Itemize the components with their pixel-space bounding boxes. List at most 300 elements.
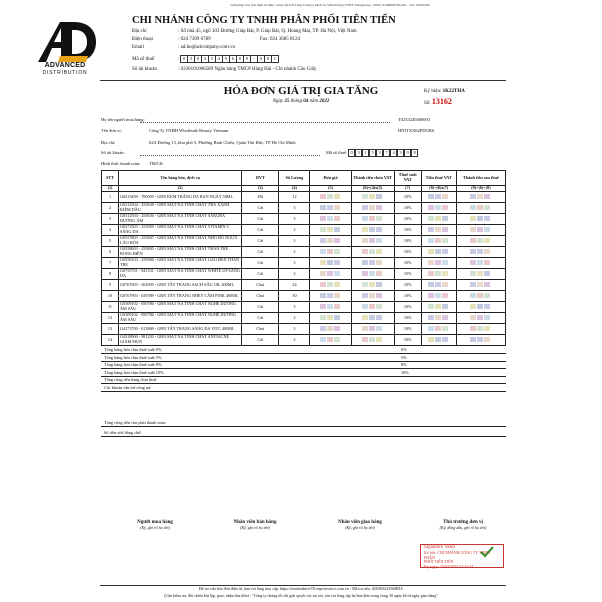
redaction-block — [327, 249, 333, 254]
stamp-signer-2: PHỐI TIÊN TIẾN — [424, 559, 454, 565]
redacted-value — [421, 302, 456, 313]
table-row — [102, 280, 506, 291]
redaction-block — [362, 205, 368, 210]
redaction-block — [376, 227, 382, 232]
vat-rate: 10% — [394, 335, 421, 346]
column-header: Thành tiền sau thuế — [456, 171, 505, 186]
redaction-block — [334, 216, 340, 221]
vat-rate: 10% — [394, 313, 421, 324]
buyer-account-label: Số tài khoản: — [101, 150, 125, 155]
redaction-block — [442, 337, 448, 342]
quantity: 3 — [279, 247, 310, 258]
redacted-value — [421, 280, 456, 291]
buyer-payment-row — [101, 161, 163, 166]
redaction-block — [362, 304, 368, 309]
redaction-block — [442, 326, 448, 331]
redaction-block — [334, 315, 340, 320]
table-row — [102, 302, 506, 313]
column-header: Tiền thuế VAT — [421, 171, 456, 186]
redaction-block — [442, 282, 448, 287]
redaction-block — [362, 238, 368, 243]
redaction-block — [470, 337, 476, 342]
tax-digit: 4 — [215, 55, 223, 63]
row-index: 8 — [102, 269, 119, 280]
stamp-date: Ký ngày: 25/04/2022 13:23:44 — [424, 564, 474, 570]
redaction-block — [369, 216, 375, 221]
buyer-unit-label: Tên đơn vị: — [101, 128, 122, 133]
redacted-value — [351, 214, 394, 225]
redaction-block — [484, 249, 490, 254]
redaction-block — [484, 238, 490, 243]
summary-rate: 5% — [401, 354, 407, 360]
redaction-block — [369, 337, 375, 342]
redacted-value — [310, 302, 351, 313]
tax-digit: 5 — [369, 149, 377, 157]
redacted-value — [421, 269, 456, 280]
redacted-value — [456, 247, 505, 258]
invoice-title: HÓA ĐƠN GIÁ TRỊ GIA TĂNG — [223, 85, 379, 97]
column-index: (1) — [102, 186, 119, 192]
summary-label: Số tiền viết bằng chữ: — [104, 430, 142, 435]
table-row — [102, 236, 506, 247]
tax-digit: 3 — [187, 55, 195, 63]
summary-rate: 8% — [401, 362, 407, 367]
column-index: (2) — [119, 186, 242, 192]
unit: Chai — [242, 280, 279, 291]
table-row — [102, 269, 506, 280]
redaction-block — [442, 304, 448, 309]
quantity: 3 — [279, 236, 310, 247]
redaction-block — [484, 282, 490, 287]
tax-digit: - — [250, 55, 258, 63]
tax-digit: 8 — [236, 55, 244, 63]
unit: Cái — [242, 247, 279, 258]
buyer-payment: TM/CK — [149, 161, 164, 166]
redacted-value — [421, 225, 456, 236]
redacted-value — [456, 324, 505, 335]
logo-subtext: DISTRIBUTION — [42, 70, 88, 76]
table-row — [102, 225, 506, 236]
redaction-block — [435, 238, 441, 243]
row-index: 9 — [102, 280, 119, 291]
redaction-block — [369, 282, 375, 287]
redaction-block — [369, 271, 375, 276]
redaction-block — [428, 315, 434, 320]
tax-digit: 5 — [208, 55, 216, 63]
vat-rate: 10% — [394, 247, 421, 258]
summary-row — [101, 384, 506, 392]
unit: Cái — [242, 269, 279, 280]
row-index: 10 — [102, 291, 119, 302]
quantity: 3 — [279, 225, 310, 236]
redaction-block — [428, 227, 434, 232]
signature-valid-text: Signature Valid — [424, 545, 455, 550]
redaction-block — [327, 227, 333, 232]
redaction-block — [428, 205, 434, 210]
summary-label: Tổng hàng hóa chịu thuế suất 0% — [104, 347, 162, 352]
redaction-block — [334, 227, 340, 232]
quantity: 3 — [279, 214, 310, 225]
row-index: 7 — [102, 258, 119, 269]
row-index: 14 — [102, 335, 119, 346]
table-row — [102, 247, 506, 258]
redaction-block — [477, 216, 483, 221]
redacted-value — [310, 236, 351, 247]
tax-digit: 0 — [404, 149, 412, 157]
seller-account: : 0330101006589 Ngân hàng TMCP Hàng Hải - Chi nhánh Cầu Giấy — [178, 67, 317, 72]
redaction-block — [327, 315, 333, 320]
redaction-block — [428, 337, 434, 342]
redaction-block — [484, 260, 490, 265]
redaction-block — [320, 315, 326, 320]
column-header: Số Lượng — [279, 171, 310, 186]
header-divider — [100, 80, 506, 81]
redaction-block — [428, 216, 434, 221]
redacted-value — [456, 280, 505, 291]
redaction-block — [428, 260, 434, 265]
buyer-tax-label: Mã số thuế: — [326, 150, 348, 156]
table-row — [102, 324, 506, 335]
redacted-value — [421, 291, 456, 302]
summary-label: Tổng hàng hóa chịu thuế suất 5% — [104, 354, 162, 360]
redaction-block — [428, 271, 434, 276]
redaction-block — [334, 260, 340, 265]
redaction-block — [477, 249, 483, 254]
tax-digit: 0 — [180, 55, 188, 63]
redacted-value — [421, 258, 456, 269]
column-header: Thành tiền chưa VAT — [351, 171, 394, 186]
redaction-block — [320, 337, 326, 342]
tax-digit: 3 — [355, 149, 363, 157]
redacted-value — [310, 192, 351, 203]
unit: Cái — [242, 203, 279, 214]
table-row — [102, 335, 506, 346]
footer-disclaimer: (Cần kiểm tra, đối chiếu khi lập, giao, nhận hóa đơn) - "Công ty chúng tôi chỉ giải quyết các sai sót, xin vui lòng cập lại hóa đơn trong vòng 30 ngày kể từ ngày giao hàng" — [164, 593, 438, 598]
head-signature: Thủ trưởng đơn vị (Ký, đóng dấu, ghi rõ họ tên) — [439, 520, 487, 530]
redaction-block — [327, 194, 333, 199]
table-row — [102, 313, 506, 324]
redaction-block — [320, 282, 326, 287]
redaction-block — [435, 282, 441, 287]
tax-digit: 1 — [362, 149, 370, 157]
redaction-block — [369, 205, 375, 210]
redaction-block — [376, 337, 382, 342]
redaction-block — [320, 249, 326, 254]
redacted-value — [351, 335, 394, 346]
unit: Chai — [242, 291, 279, 302]
column-header: ĐVT — [242, 171, 279, 186]
redaction-block — [470, 260, 476, 265]
column-index: (7) — [394, 186, 421, 192]
seller-address: : Số nhà 45, ngõ 103 Đường Giáp Bát, P. Giáp Bát, Q. Hoàng Mai, TP. Hà Nội, Việt Nam — [178, 29, 357, 34]
redaction-block — [484, 227, 490, 232]
redaction-block — [376, 326, 382, 331]
tax-digit: 3 — [201, 55, 209, 63]
redacted-value — [456, 291, 505, 302]
redaction-block — [320, 326, 326, 331]
redacted-value — [310, 313, 351, 324]
redacted-value — [351, 280, 394, 291]
item-name: G0309102 - 950786 - GRN MẶT NẠ TINH CHẤT NGHỆ DƯỠNG ẨM SÁU — [119, 302, 242, 313]
redaction-block — [477, 205, 483, 210]
redaction-block — [470, 249, 476, 254]
vat-rate: 10% — [394, 324, 421, 335]
redaction-block — [477, 194, 483, 199]
buyer-tax-row — [326, 149, 418, 157]
quantity: 3 — [279, 302, 310, 313]
redaction-block — [327, 238, 333, 243]
redaction-block — [484, 326, 490, 331]
column-index: (8)=(6)x(7) — [421, 186, 456, 192]
redaction-block — [376, 249, 382, 254]
redaction-block — [477, 315, 483, 320]
redaction-block — [327, 216, 333, 221]
redaction-block — [435, 227, 441, 232]
redaction-block — [376, 282, 382, 287]
row-index: 12 — [102, 313, 119, 324]
redaction-block — [327, 271, 333, 276]
row-index: 13 — [102, 324, 119, 335]
redaction-block — [327, 293, 333, 298]
redaction-block — [334, 282, 340, 287]
redaction-block — [334, 337, 340, 342]
redaction-block — [334, 249, 340, 254]
buyer-unit: Công Ty TNHH Wholesale Beauty Vietnam — [149, 128, 229, 133]
redacted-value — [351, 236, 394, 247]
redaction-block — [470, 205, 476, 210]
redaction-block — [369, 238, 375, 243]
summary-rate: 10% — [401, 369, 409, 375]
logo-text: ADVANCED — [44, 62, 86, 69]
redacted-value — [421, 335, 456, 346]
quantity: 3 — [279, 313, 310, 324]
redaction-block — [435, 194, 441, 199]
quantity: 30 — [279, 291, 310, 302]
redacted-value — [351, 324, 394, 335]
redaction-block — [362, 216, 368, 221]
item-name: G0312504 - 253636 - GRN MẶT NẠ TINH CHẤT SAKURA DƯỠNG ẨM — [119, 214, 242, 225]
quantity: 3 — [279, 203, 310, 214]
vat-rate: 10% — [394, 258, 421, 269]
buyer-code2: HNITXN62PDGBS — [398, 128, 435, 133]
redaction-block — [376, 271, 382, 276]
quantity: 24 — [279, 280, 310, 291]
redaction-block — [484, 304, 490, 309]
invoice-symbol: Ký hiệu: 1K22THA — [424, 89, 465, 94]
redaction-block — [376, 315, 382, 320]
buyer-name-row — [101, 117, 145, 122]
redacted-value — [456, 225, 505, 236]
redacted-value — [310, 269, 351, 280]
redaction-block — [470, 282, 476, 287]
redaction-block — [428, 238, 434, 243]
redaction-block — [428, 293, 434, 298]
item-name: G0558003 - 255805 - GRN MẶT NẠ TINH CHẤT THAN TRE RONG BIỂN — [119, 247, 242, 258]
redaction-block — [334, 194, 340, 199]
redaction-block — [369, 194, 375, 199]
redaction-block — [470, 238, 476, 243]
quantity: 12 — [279, 192, 310, 203]
redacted-value — [351, 302, 394, 313]
redaction-block — [435, 205, 441, 210]
redaction-block — [428, 282, 434, 287]
redaction-block — [362, 337, 368, 342]
redaction-block — [470, 304, 476, 309]
buyer-tax-code — [348, 149, 418, 157]
redaction-block — [435, 337, 441, 342]
seller-phone-label: Điện thoại — [132, 37, 153, 42]
redaction-block — [327, 282, 333, 287]
redaction-block — [334, 304, 340, 309]
redaction-block — [484, 205, 490, 210]
row-index: 3 — [102, 214, 119, 225]
redaction-block — [435, 304, 441, 309]
buyer-account-row — [101, 150, 145, 155]
buyer-signature: Người mua hàng (Ký, ghi rõ họ tên) — [137, 520, 173, 530]
summary-label: Tổng hàng hóa chịu thuế suất 10% — [104, 369, 164, 375]
redaction-block — [320, 271, 326, 276]
payment-total-label — [101, 419, 506, 427]
redaction-block — [376, 216, 382, 221]
vat-rate: 10% — [394, 269, 421, 280]
redaction-block — [320, 216, 326, 221]
redaction-block — [470, 216, 476, 221]
redaction-block — [442, 216, 448, 221]
redacted-value — [351, 203, 394, 214]
redaction-block — [376, 238, 382, 243]
summary-label: Các khoản cần trừ công nợ: — [104, 384, 152, 390]
redacted-value — [421, 313, 456, 324]
redaction-block — [334, 238, 340, 243]
redaction-block — [320, 205, 326, 210]
table-row — [102, 192, 506, 203]
redaction-block — [435, 249, 441, 254]
redaction-block — [442, 315, 448, 320]
redaction-block — [484, 293, 490, 298]
redaction-block — [362, 249, 368, 254]
redaction-block — [435, 271, 441, 276]
vat-rate: 10% — [394, 280, 421, 291]
redaction-block — [362, 271, 368, 276]
item-name: G0767903 - 029589 - GRN TẨY TRANG NHẸY CÂM PINK 400ML — [119, 291, 242, 302]
summary-label: Tổng cộng tiền hàng chịu thuế — [104, 377, 157, 382]
tax-digit: 0 — [264, 55, 272, 63]
item-name: G0215409 - 700050 - GRN KEM TRẮNG DA BAN NGÀY 50ML — [119, 192, 242, 203]
lookup-note: Để tra cứu hóa đơn điện tử, bạn vui lòng truy cập: https://tientienhn-tt78.vnpt-invoice.com.vn - Mã tra cứu: A0030922356HDA — [198, 586, 404, 591]
column-index: (4) — [279, 186, 310, 192]
redaction-block — [320, 194, 326, 199]
items-table — [101, 170, 506, 346]
buyer-code1: T0233220400003 — [398, 117, 430, 122]
redaction-block — [320, 227, 326, 232]
tax-digit: 0 — [257, 55, 265, 63]
row-index: 2 — [102, 203, 119, 214]
redacted-value — [421, 236, 456, 247]
redaction-block — [435, 326, 441, 331]
redacted-value — [456, 214, 505, 225]
redaction-block — [320, 238, 326, 243]
redaction-block — [369, 293, 375, 298]
redacted-value — [421, 203, 456, 214]
vat-rate: 10% — [394, 236, 421, 247]
redaction-block — [362, 227, 368, 232]
redaction-block — [477, 238, 483, 243]
redaction-block — [376, 194, 382, 199]
unit: Hũ — [242, 192, 279, 203]
unit: Cái — [242, 258, 279, 269]
seller-account-row — [132, 67, 316, 73]
redacted-value — [456, 313, 505, 324]
unit: Cái — [242, 236, 279, 247]
redaction-block — [435, 260, 441, 265]
seller-company-name: CHI NHÁNH CÔNG TY TNHH PHÂN PHỐI TIÊN TIẾN — [132, 15, 396, 26]
redacted-value — [421, 324, 456, 335]
seller-tax-label: Mã số thuế — [132, 57, 155, 63]
buyer-name-label: Họ tên người mua hàng: — [101, 117, 145, 122]
row-index: 11 — [102, 302, 119, 313]
redaction-block — [442, 238, 448, 243]
redacted-value — [310, 258, 351, 269]
tax-digit: 9 — [243, 55, 251, 63]
column-header: Đơn giá — [310, 171, 351, 186]
column-index: (3) — [242, 186, 279, 192]
buyer-address-row — [101, 140, 296, 145]
dotted-line — [140, 155, 320, 156]
redaction-block — [369, 304, 375, 309]
redaction-block — [320, 260, 326, 265]
buyer-address: 62A Đường 13, khu phố 5, Phường Bình Chiểu, Quận Thủ Đức, TP Hồ Chí Minh — [149, 140, 296, 145]
tax-digit: 6 — [229, 55, 237, 63]
redacted-value — [310, 280, 351, 291]
buyer-payment-label: Hình thức thanh toán: — [101, 161, 141, 166]
redaction-block — [470, 315, 476, 320]
redaction-block — [320, 304, 326, 309]
redaction-block — [470, 271, 476, 276]
redaction-block — [369, 260, 375, 265]
unit: Cái — [242, 302, 279, 313]
summary-label: Tổng cộng tiền còn phải thanh toán: — [104, 420, 167, 425]
redaction-block — [477, 271, 483, 276]
redaction-block — [477, 282, 483, 287]
vat-rate: 10% — [394, 302, 421, 313]
tax-digit: 0 — [194, 55, 202, 63]
item-name: G0755701 - 941531 - GRN MẶT NẠ TINH CHẤT WHITE UP SÁNG DA — [120, 268, 240, 278]
redaction-block — [435, 293, 441, 298]
column-index: (9)=(6)+(8) — [456, 186, 505, 192]
tax-digit: 4 — [390, 149, 398, 157]
row-index: 4 — [102, 225, 119, 236]
seller-email-label: Email — [132, 45, 144, 50]
unit: Cái — [242, 214, 279, 225]
redaction-block — [477, 337, 483, 342]
provider-note: Giải pháp hóa đơn điện tử được cung cấp bởi Tổng Công ty Dịch vụ Viễn thông (VNPT Vinaphone) - MST: 0106869738-001 - Tel: 18001260 — [230, 3, 430, 7]
dotted-line — [140, 122, 390, 123]
redaction-block — [470, 227, 476, 232]
redaction-block — [470, 326, 476, 331]
item-name: G0312504 - 253638 - GRN MẶT NẠ TINH CHẤT TRÀ XANH KIỀM DẦU — [119, 203, 242, 214]
quantity: 3 — [279, 258, 310, 269]
checkmark-icon — [480, 546, 494, 558]
redaction-block — [477, 293, 483, 298]
redaction-block — [428, 326, 434, 331]
row-index: 6 — [102, 247, 119, 258]
redaction-block — [376, 304, 382, 309]
item-name: G0309102 - 950786 - GRN MẶT NẠ TINH CHẤT NGHỆ DƯỠNG ẨM SÁU — [119, 313, 242, 324]
table-row — [102, 291, 506, 302]
redaction-block — [327, 304, 333, 309]
item-name: G4173700 - 013869 - GRN TẨY TRANG SÁNG DA VITC 400ML — [119, 324, 242, 335]
vat-rate: 10% — [394, 214, 421, 225]
